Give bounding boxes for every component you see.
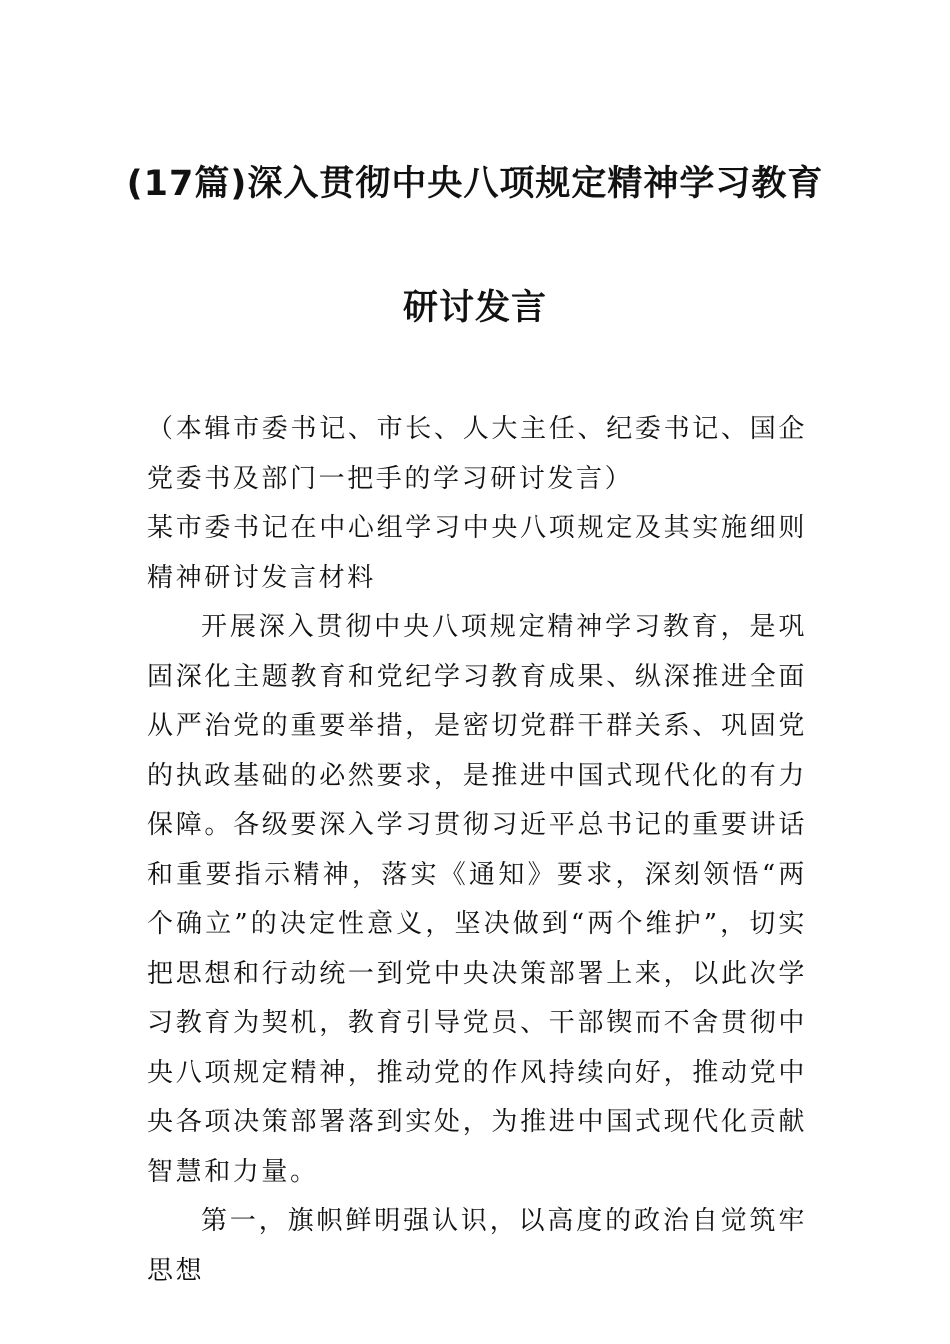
document-title-line-1: (17篇)深入贯彻中央八项规定精神学习教育 xyxy=(126,164,824,204)
editorial-note-paragraph: （本辑市委书记、市长、人大主任、纪委书记、国企党委书及部门一把手的学习研讨发言） xyxy=(147,414,807,494)
document-title-line-2: 研讨发言 xyxy=(402,288,547,328)
document-body xyxy=(147,405,807,1296)
section-heading-paragraph: 某市委书记在中心组学习中央八项规定及其实施细则精神研讨发言材料 xyxy=(147,513,807,593)
point-one-paragraph: 第一，旗帜鲜明强认识，以高度的政治自觉筑牢思想 xyxy=(147,1206,807,1286)
body-paragraph: 开展深入贯彻中央八项规定精神学习教育，是巩固深化主题教育和党纪学习教育成果、纵深推进全面从严治党的重要举措，是密切党群干群关系、巩固党的执政基础的必然要求，是推进中国式现代化的有力保障。各级要深入学习贯彻习近平总书记的重要讲话和重要指示精神，落实《通知》要求，深刻领悟“两个确立”的决定性意义，坚决做到“两个维护”，切实把思想和行动统一到党中央决策部署上来，以此次学习教育为契机，教育引导党员、干部锲而不舍贯彻中央八项规定精神，推动党的作风持续向好，推动党中央各项决策部署落到实处，为推进中国式现代化贡献智慧和力量。 xyxy=(147,612,807,1187)
